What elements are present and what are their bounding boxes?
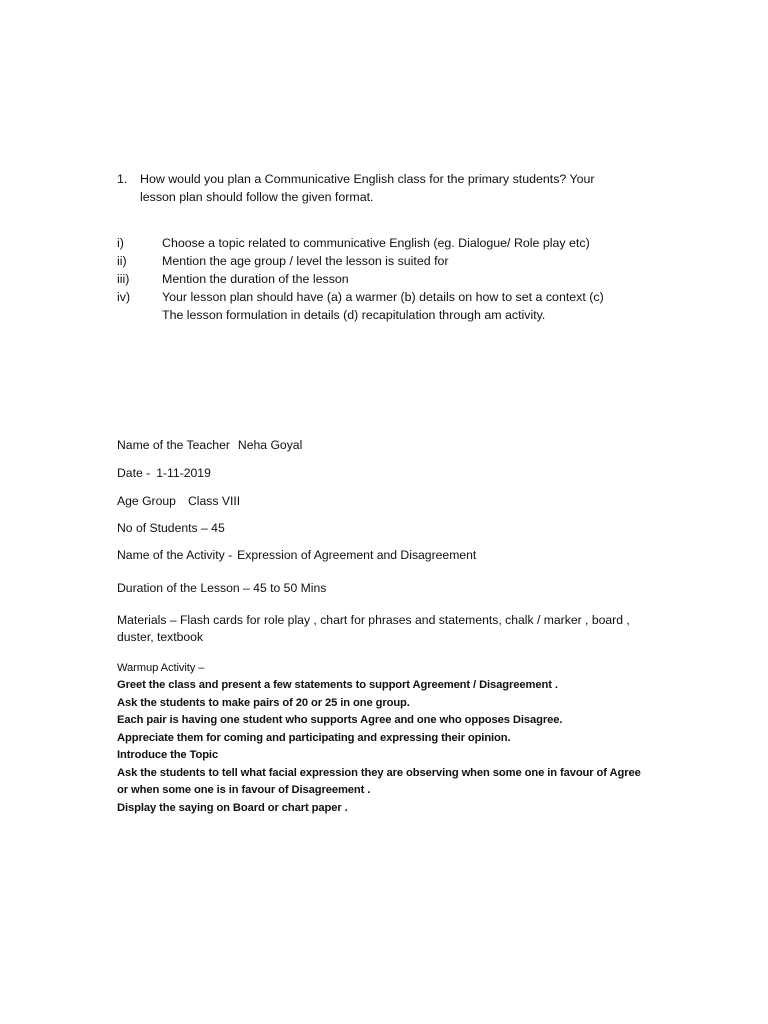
warmup-line-7: or when some one is in favour of Disagreement . <box>117 784 371 796</box>
warmup-line-6: Ask the students to tell what facial expression they are observing when some one in favour of Agree <box>117 767 641 779</box>
format-item-4-numeral: iv) <box>117 290 131 304</box>
teacher-field <box>117 436 302 454</box>
warmup-line-3: Each pair is having one student who supports Agree and one who opposes Disagree. <box>117 714 563 726</box>
activity-value: Expression of Agreement and Disagreement <box>237 548 477 562</box>
format-item-1-text: Choose a topic related to communicative English (eg. Dialogue/ Role play etc) <box>162 236 590 250</box>
warmup-heading: Warmup Activity – <box>117 662 205 674</box>
format-item-1-numeral: i) <box>117 236 124 250</box>
duration-field: Duration of the Lesson – 45 to 50 Mins <box>117 581 327 595</box>
activity-label: Name of the Activity - <box>117 548 233 562</box>
warmup-line-4: Appreciate them for coming and participating and expressing their opinion. <box>117 732 511 744</box>
age-group-label: Age Group <box>117 494 176 508</box>
teacher-label: Name of the Teacher <box>117 438 230 452</box>
age-group-field <box>117 492 240 510</box>
warmup-line-8: Display the saying on Board or chart paper . <box>117 802 348 814</box>
format-item-3-numeral: iii) <box>117 272 130 286</box>
question-line-1: How would you plan a Communicative English class for the primary students? Your <box>140 172 595 186</box>
format-item-4-text-line-1: Your lesson plan should have (a) a warmer (b) details on how to set a context (c) <box>162 290 604 304</box>
question-line-2: lesson plan should follow the given format. <box>140 190 374 204</box>
date-value: 1-11-2019 <box>156 466 211 480</box>
format-item-2-numeral: ii) <box>117 254 127 268</box>
format-item-3-text: Mention the duration of the lesson <box>162 272 349 286</box>
question-number: 1. <box>117 172 128 186</box>
activity-field <box>117 546 476 564</box>
warmup-line-1: Greet the class and present a few statements to support Agreement / Disagreement . <box>117 679 558 691</box>
warmup-line-2: Ask the students to make pairs of 20 or 25 in one group. <box>117 697 410 709</box>
format-item-2-text: Mention the age group / level the lesson is suited for <box>162 254 449 268</box>
date-label: Date - <box>117 466 151 480</box>
age-group-value: Class VIII <box>187 494 241 508</box>
date-field <box>117 464 211 482</box>
materials-line-1: Materials – Flash cards for role play , chart for phrases and statements, chalk / marker , board , <box>117 613 630 627</box>
format-item-4-text-line-2: The lesson formulation in details (d) recapitulation through am activity. <box>162 308 546 322</box>
materials-line-2: duster, textbook <box>117 630 204 644</box>
warmup-line-5: Introduce the Topic <box>117 749 219 761</box>
students-field: No of Students – 45 <box>117 521 225 535</box>
teacher-value: Neha Goyal <box>237 438 303 452</box>
